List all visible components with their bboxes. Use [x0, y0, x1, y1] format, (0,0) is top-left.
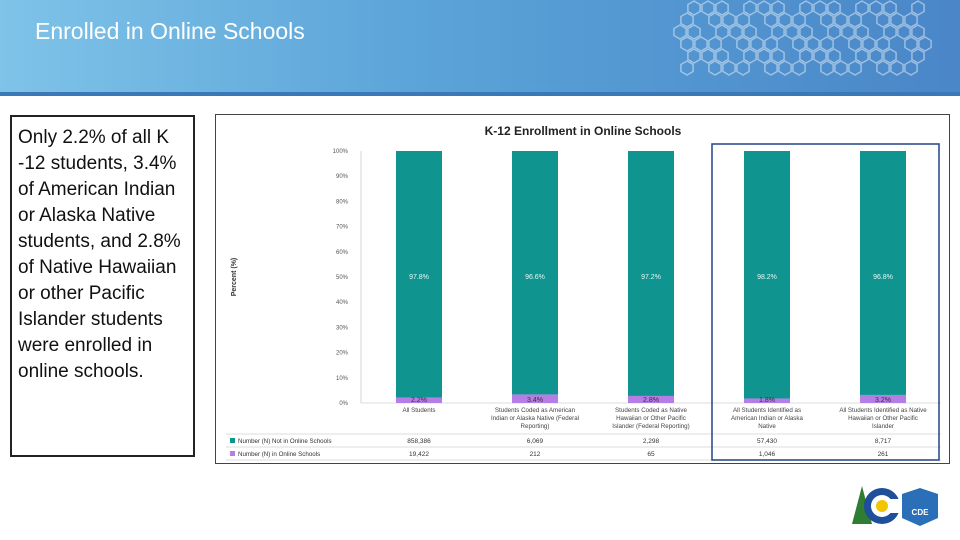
cde-logo: [848, 484, 948, 528]
x-category-label: All Students: [402, 407, 436, 414]
enrollment-chart: [215, 114, 950, 464]
y-tick-label: 10%: [335, 375, 348, 382]
hexagon-shape: [884, 25, 896, 39]
hexagon-shape: [758, 1, 770, 15]
hexagon-shape: [828, 49, 840, 63]
x-category-label: Native: [758, 423, 776, 430]
hexagon-shape: [905, 37, 917, 51]
hexagon-shape: [905, 13, 917, 27]
hexagon-shape: [765, 61, 777, 75]
hexagon-shape: [681, 13, 693, 27]
hexagon-shape: [856, 49, 868, 63]
hexagon-shape: [709, 13, 721, 27]
table-cell-count: 261: [877, 451, 889, 458]
summary-text: Only 2.2% of all K -12 students, 3.4% of American Indian or Alaska Native students, and 2.8% of Native Hawaiian or other Pacific Islander students were enrolled in online schools.: [18, 127, 181, 382]
table-cell-count: 6,069: [526, 438, 544, 445]
x-category-label: Indian or Alaska Native (Federal: [490, 415, 580, 422]
hexagon-shape: [912, 1, 924, 15]
legend-label: Number (N) Not in Online Schools: [238, 438, 332, 445]
hexagon-shape: [884, 1, 896, 15]
hexagon-shape: [702, 49, 714, 63]
hexagon-shape: [688, 49, 700, 63]
y-tick-label: 40%: [335, 300, 348, 307]
hexagon-shape: [835, 61, 847, 75]
data-label-not-online: 96.8%: [873, 274, 893, 281]
hexagon-shape: [716, 25, 728, 39]
y-tick-label: 70%: [335, 224, 348, 231]
table-cell-count: 858,386: [407, 438, 431, 445]
hexagon-shape: [849, 61, 861, 75]
hexagon-shape: [863, 37, 875, 51]
y-tick-label: 60%: [335, 249, 348, 256]
x-category-label: Students Coded as Native: [615, 407, 687, 414]
hexagon-shape: [912, 25, 924, 39]
hexagon-shape: [800, 49, 812, 63]
x-category-label: Students Coded as American: [494, 407, 576, 414]
hexagon-shape: [765, 37, 777, 51]
hexagon-pattern-decoration: [670, 0, 960, 90]
y-tick-label: 80%: [335, 199, 348, 206]
hexagon-shape: [912, 49, 924, 63]
hexagon-shape: [702, 1, 714, 15]
hexagon-shape: [744, 25, 756, 39]
hexagon-shape: [835, 13, 847, 27]
x-category-label: All Students Identified as: [732, 407, 802, 414]
hexagon-shape: [723, 13, 735, 27]
hexagon-shape: [793, 13, 805, 27]
hexagon-shape: [793, 61, 805, 75]
data-label-not-online: 98.2%: [757, 274, 777, 281]
hexagon-shape: [821, 61, 833, 75]
legend-swatch: [230, 438, 235, 443]
hexagon-shape: [765, 13, 777, 27]
data-label-not-online: 97.8%: [409, 274, 429, 281]
x-category-label: Reporting): [520, 423, 550, 430]
hexagon-shape: [821, 37, 833, 51]
data-label-not-online: 97.2%: [641, 274, 661, 281]
table-cell-count: 8,717: [874, 438, 892, 445]
title-banner-rule: [0, 92, 960, 96]
data-label-online: 2.8%: [643, 397, 659, 404]
hexagon-shape: [737, 37, 749, 51]
hexagon-shape: [786, 25, 798, 39]
x-category-label: Islander: [871, 423, 895, 430]
x-category-label: American Indian or Alaska: [731, 415, 803, 422]
logo-text: CDE: [911, 508, 929, 517]
hexagon-shape: [744, 49, 756, 63]
hexagon-shape: [674, 25, 686, 39]
hexagon-shape: [800, 25, 812, 39]
chart-canvas: [216, 115, 951, 465]
hexagon-shape: [730, 25, 742, 39]
y-tick-label: 20%: [335, 350, 348, 357]
table-cell-count: 1,046: [758, 451, 776, 458]
y-tick-label: 90%: [335, 174, 348, 181]
hexagon-shape: [821, 13, 833, 27]
x-category-label: Hawaiian or Other Pacific: [848, 415, 918, 422]
hexagon-shape: [681, 37, 693, 51]
hexagon-shape: [793, 37, 805, 51]
hexagon-shape: [877, 37, 889, 51]
hexagon-shape: [688, 25, 700, 39]
hexagon-shape: [772, 1, 784, 15]
table-cell-count: 19,422: [409, 451, 429, 458]
bar-not-online-schools: [512, 151, 558, 394]
chart-title: K-12 Enrollment in Online Schools: [484, 124, 682, 138]
hexagon-shape: [751, 37, 763, 51]
hexagon-shape: [856, 25, 868, 39]
data-label-online: 2.2%: [411, 397, 427, 404]
summary-textbox: [10, 115, 195, 457]
hexagon-shape: [772, 25, 784, 39]
hexagon-shape: [849, 37, 861, 51]
data-label-online: 3.2%: [875, 397, 891, 404]
y-tick-label: 100%: [332, 149, 348, 155]
x-category-label: Hawaiian or Other Pacific: [616, 415, 686, 422]
hexagon-shape: [856, 1, 868, 15]
hexagon-shape: [709, 37, 721, 51]
data-label-not-online: 96.6%: [525, 274, 545, 281]
data-label-online: 1.8%: [759, 397, 775, 404]
hexagon-shape: [688, 1, 700, 15]
hexagon-shape: [842, 25, 854, 39]
y-tick-label: 30%: [335, 325, 348, 332]
hexagon-shape: [828, 25, 840, 39]
hexagon-shape: [758, 49, 770, 63]
x-category-label: Islander (Federal Reporting): [612, 423, 690, 430]
hexagon-shape: [716, 49, 728, 63]
y-tick-label: 50%: [335, 275, 348, 281]
hexagon-shape: [779, 61, 791, 75]
hexagon-shape: [723, 61, 735, 75]
hexagon-shape: [695, 37, 707, 51]
hexagon-shape: [779, 13, 791, 27]
hexagon-shape: [744, 1, 756, 15]
hexagon-shape: [884, 49, 896, 63]
hexagon-shape: [807, 37, 819, 51]
table-cell-count: 212: [529, 451, 541, 458]
hexagon-shape: [828, 1, 840, 15]
hexagon-shape: [814, 1, 826, 15]
table-cell-count: 65: [647, 451, 655, 458]
logo-hex-badge: [902, 488, 938, 526]
hexagon-shape: [709, 61, 721, 75]
legend-label: Number (N) in Online Schools: [238, 451, 321, 458]
hexagon-shape: [919, 37, 931, 51]
hexagon-shape: [814, 49, 826, 63]
bar-not-online-schools: [860, 151, 906, 395]
hexagon-shape: [737, 13, 749, 27]
hexagon-shape: [737, 61, 749, 75]
data-label-online: 3.4%: [527, 397, 543, 404]
table-cell-count: 57,430: [757, 438, 777, 445]
hexagon-shape: [877, 13, 889, 27]
hexagon-shape: [877, 61, 889, 75]
hexagon-shape: [870, 49, 882, 63]
hexagon-shape: [870, 1, 882, 15]
y-axis-label: Percent (%): [231, 257, 238, 297]
hexagon-shape: [849, 13, 861, 27]
x-category-label: All Students Identified as Native: [839, 407, 927, 414]
hexagon-shape: [800, 1, 812, 15]
hexagon-shape: [898, 25, 910, 39]
table-cell-count: 2,298: [642, 438, 660, 445]
y-tick-label: 0%: [339, 401, 348, 407]
hexagon-shape: [681, 61, 693, 75]
hexagon-shape: [891, 61, 903, 75]
hexagon-shape: [905, 61, 917, 75]
hexagon-shape: [891, 13, 903, 27]
slide-title: Enrolled in Online Schools: [35, 18, 305, 44]
legend-swatch: [230, 451, 235, 456]
hexagon-shape: [716, 1, 728, 15]
hexagon-shape: [772, 49, 784, 63]
